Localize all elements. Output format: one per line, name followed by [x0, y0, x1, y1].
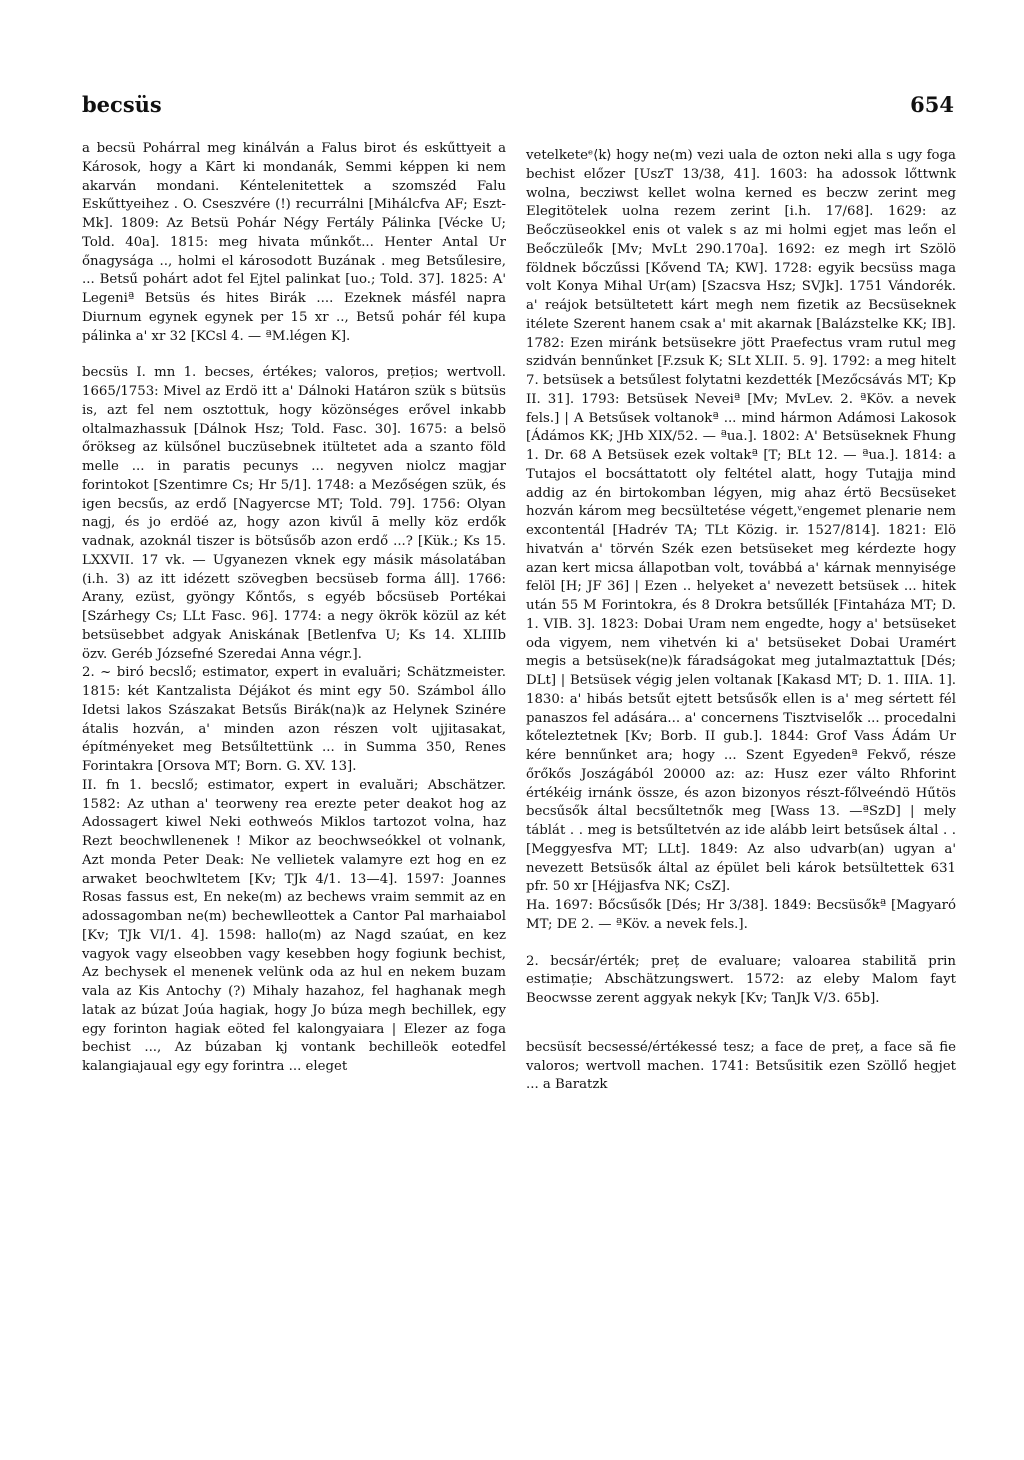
entry-paragraph: II. fn 1. becslő; estimator, expert in evaluări; Abschätzer. 1582: Az uthan a' teorweny rea erezte peter deakot hog az Adossagert kiwel Neki eothweós Miklos tartozot volna, haz Rezt beochwllenenek ! Mikor az beochwseókkel ot volnank, Azt monda Peter Deak: Ne vellietek valamyre ezt hog en ez arwaket beochwltetem [Kv; TJk 4/1. 13—4]. 1597: Joannes Rosas fassus est, En neke(m) az bechews vraim semmit az en adossagomban ne(m) bechewlleottek a Cantor Pal marhaiabol [Kv; TJk VI/1. 4]. 1598: hallo(m) az Nagd szaúat, en kez vagyok vagy elseobben vagy kesebben hogy fogiunk bechist, Az bechysek el menenek velünk oda az hul en nekem buzam vala az Kis Antochy (?) Mihaly hazahoz, fel haghanak megh latak az búzat Joúa hagiak, hogy Jo búza megh bechillek, egy egy forinton hagiak eöted fel kalongyaiara | Elezer az foga bechist ..., Az búzaban kj vontank bechilleök eotedfel kalangiajaual egy egy forintra ... eleget	[82, 777, 506, 1074]
entry-paragraph: a becsü Pohárral meg kinálván a Falus birot és eskűttyeit a Károsok, hogy a Kārt ki mondanák, Semmi képpen ki nem akarván mondani. Kéntelenitettek a szomszéd Falu Eskűttyeihez . O. Cseszvére (!) recurrálni [Mihálcfva AF; Eszt-Mk]. 1809: Az Betsü Pohár Négy Fertály Pálinka [Vécke U; Told. 40a]. 1815: meg hivata műnkőt... Henter Antal Ur őnagysága .., holmi el károsodott Buzának . meg Betsűlesire, ... Betsű pohárt adot fel Ejtel palinkat [uo.; Told. 37]. 1825: A' Legeniª Betsüs és hites Birák .... Ezeknek másfél napra Diurnum egynek egynek per 15 xr .., Betsű pohár fél kupa pálinka a' xr 32 [KCsl 4. — ªM.légen K].	[82, 141, 506, 344]
right-column	[526, 147, 956, 1095]
left-column	[82, 140, 506, 1077]
running-headword: becsüs	[82, 92, 162, 117]
entry-paragraph: becsüs I. mn 1. becses, értékes; valoros, prețios; wertvoll. 1665/1753: Mivel az Erdö itt a' Dálnoki Határon szük s bütsüs is, azt fel nem osztottuk, hogy közönséges erővel inkabb oltalmazhassuk [Dálnok Hsz; Told. Fasc. 30]. 1675: a belsö őrökseg az külsőnel buczüsebnek itültetet ada a szanto föld melle ... in paratis pecunys ... negyven niolcz magjar forintokot [Szentimre Cs; Hr 5/1]. 1748: a Mezőségen szük, és igen becsűs, az erdő [Nagyercse MT; Told. 79]. 1756: Olyan nagj, és jo erdöé az, hogy azon kivűl ā melly köz erdők vadnak, azoknál tiszer is bötsűsőb azon erdő ...? [Kük.; Ks 15. LXXVII. 17 vk. — Ugyanezen vknek egy másik másolatában (i.h. 3) az itt idézett szövegben becsüseb forma áll]. 1766: Arany, ezüst, gyöngy Kőntős, s egyéb bőcsüseb Portékai [Szárhegy Cs; LLt Fasc. 96]. 1774: a negy ökrök közül az két betsüsebbet adgyak Aniskának [Betlenfva U; Ks 14. XLIIIb özv. Geréb Józsefné Szeredai Anna végr.].	[82, 365, 506, 662]
entry-paragraph: Ha. 1697: Bőcsűsők [Dés; Hr 3/38]. 1849: Becsüsőkª [Magyaró MT; DE 2. — ªKöv. a nevek fels.].	[526, 898, 956, 932]
entry-paragraph: 2. ~ biró becslő; estimator, expert in evaluări; Schätzmeister. 1815: két Kantzalista Déjákot és mint egy 50. Számbol állo Idetsi lakos Szászakat Betsűs Birák(na)k az Helynek Szinére átalis hozván, a' minden azon részen volt ujjitasakat, építményeket meg Betsűltettünk ... in Summa 350, Renes Forintakra [Orsova MT; Born. G. XV. 13].	[82, 665, 506, 774]
entry-paragraph: vetelketeᵉ⟨k⟩ hogy ne(m) vezi uala de ozton neki alla s ugy foga bechist előzer [UszT 13/38, 41]. 1603: ha adossok lőttwnk wolna, becziwst kellet wolna kerned es beczw zerint meg Elegitötelek uolna rezem zerint [i.h. 17/68]. 1629: az Beőczüseokkel enis ot valek s az mi holmi egjet mas leőn el Beőczüleők [Mv; MvLt 290.170a]. 1692: ez megh irt Szölö földnek bőczűssi [Kővend TA; KW]. 1728: egyik becsüss maga volt Konya Mihal Ur(am) [Szacsva Hsz; SVJk]. 1751 Vándorék. a' reájok betsültetett kárt megh nem fizetik az Becsüseknek itélete Szerent hanem csak a' mit akarnak [Balázstelke KK; IB]. 1782: Ezen miránk betsüsekre jött Praefectus vram rutul meg szidván bennűnket [F.zsuk K; SLt XLII. 5. 9]. 1792: a meg hitelt 7. betsüsek a betsűlest folytatni kezdették [Mezőcsávás MT; Kp II. 31]. 1793: Betsüsek Neveiª [Mv; MvLev. 2. ªKöv. a nevek fels.] | A Betsűsek voltanokª ... mind hármon Adámosi Lakosok [Ádámos KK; JHb XIX/52. — ªua.]. 1802: A' Betsüseknek Fhung 1. Dr. 68 A Betsüsek ezek voltakª [T; BLt 12. — ªua.]. 1814: a Tutajos el bocsáttatott oly feltétel alatt, hogy Tutajja mind addig az én birtokomban légyen, mig ahaz értö Becsüseket hozván károm meg becsültetése végett,ᵛengemet plenarie nem excontentál [Hadrév TA; TLt Közig. ir. 1527/814]. 1821: Elö hivatván a' törvén Szék ezen betsüseket meg kérdezte hogy azan kert micsa állapotban volt, továbbá a' kárnak mennyisége felöl [H; JF 36] | Ezen .. helyeket a' nevezett betsüsek ... hitek után 55 M Forintokra, és 8 Drokra betsűllék [Fintaháza MT; D. 1. VIB. 3]. 1823: Dobai Uram nem engedte, hogy a' betsüseket oda vigyem, nem vihetvén ki a' betsüseket Dobai Uramért megis a betsüsek(ne)k fáradságokat meg jutalmaztattuk [Dés; DLt] | Betsüsek végig jelen voltanak [Kakasd MT; D. 1. IIIA. 1]. 1830: a' hibás betsűt ejtett betsűsők ellen is a' meg sértett fél panaszos fel adására... a' concernens Tisztviselők ... procedalni kőteleztetnek [Kv; Borb. II gub.]. 1844: Grof Vass Ádám Ur kére bennűnket ara; hogy ... Szent Egyedenª Fekvő, része őrőkős Joszágából 20000 az: az: Husz ezer válto Rhforint értékéig irnánk össze, és azon bizonyos részt-főlveéndö Hűtös becsűsők által becsűltetnők meg [Wass 13. —ªSzD] | mely táblát . . meg is betsűltetvén az ide alább leirt betsűsek által . . [Meggyesfva MT; LLt]. 1849: Az also udvarb(an) ugyan a' nevezett Betsüsők által az épület beli károk betsültettek 631 pfr. 50 xr [Héjjasfva NK; CsZ].	[526, 148, 956, 895]
entry-paragraph: 2. becsár/érték; preț de evaluare; valoarea stabilită prin estimație; Abschätzungswert. 1572: az eleby Malom fayt Beocwsse zerent aggyak nekyk [Kv; TanJk V/3. 65b].	[526, 953, 956, 1006]
entry-paragraph: becsüsít becsessé/értékessé tesz; a face de preț, a face să fie valoros; wertvoll machen. 1741: Betsűsitik ezen Szöllő hegjet ... a Baratzk	[526, 1039, 956, 1093]
page-number: 654	[910, 92, 954, 117]
